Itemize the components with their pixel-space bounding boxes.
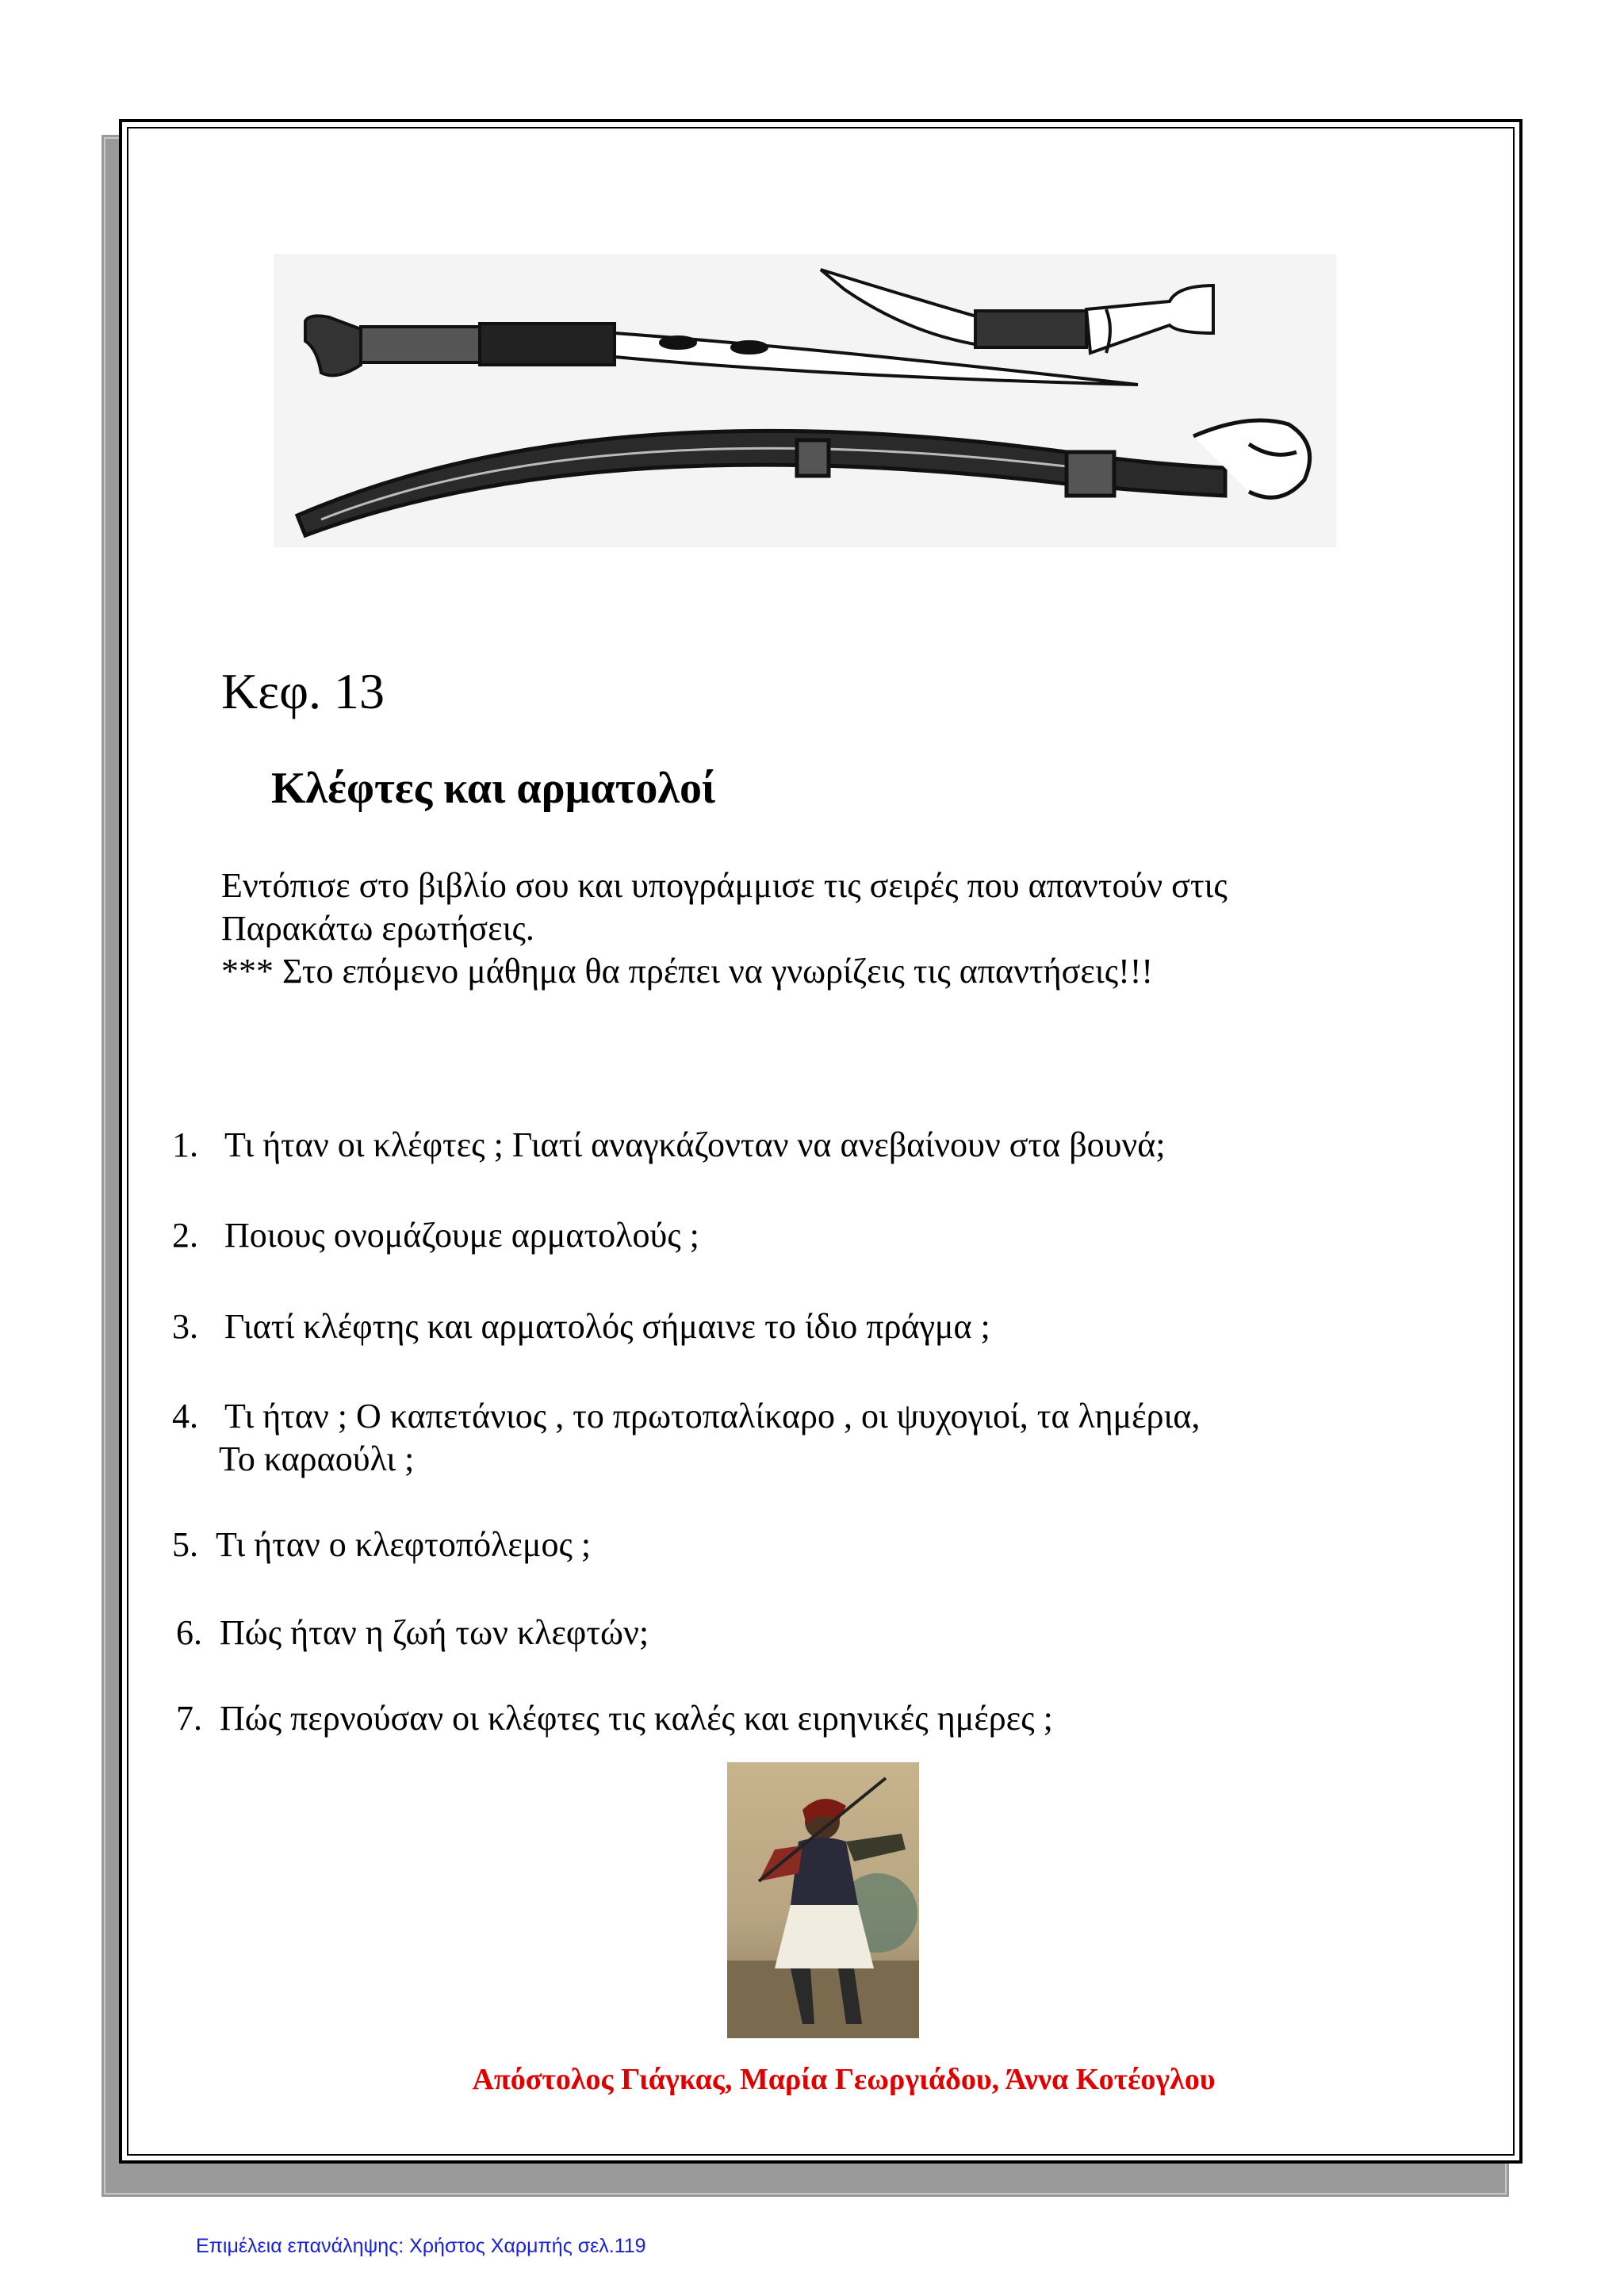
question-text: Γιατί κλέφτης και αρματολός σήμαινε το ίδιο πράγμα ; <box>224 1307 990 1346</box>
question-number: 1. <box>172 1125 198 1164</box>
question-number: 3. <box>172 1307 198 1346</box>
chapter-heading: Κεφ. 13 <box>221 663 385 719</box>
question-number: 7. <box>176 1699 202 1738</box>
instruction-line: *** Στο επόμενο μάθημα θα πρέπει να γνωρίζεις τις απαντήσεις!!! <box>221 952 1154 991</box>
question-continuation: Το καραούλι ; <box>219 1439 415 1478</box>
instruction-line: Παρακάτω ερωτήσεις. <box>221 909 534 948</box>
question-text: Τι ήταν οι κλέφτες ; Γιατί αναγκάζονταν να ανεβαίνουν στα βουνά; <box>224 1125 1166 1164</box>
question-item <box>172 1215 699 1255</box>
question-item <box>176 1698 1053 1738</box>
instruction-line: Εντόπισε στο βιβλίο σου και υπογράμμισε τις σειρές που απαντούν στις <box>221 866 1228 905</box>
question-item <box>176 1612 649 1653</box>
question-number: 5. <box>172 1525 198 1564</box>
question-text: Τι ήταν ο κλεφτοπόλεμος ; <box>216 1525 592 1564</box>
klephtis-portrait <box>727 1762 919 2038</box>
question-number: 4. <box>172 1397 198 1435</box>
page-title: Κλέφτες και αρματολοί <box>271 764 716 813</box>
question-text: Τι ήταν ; Ο καπετάνιος , το πρωτοπαλίκαρο , οι ψυχογιοί, τα λημέρια, <box>224 1397 1201 1435</box>
question-text: Ποιους ονομάζουμε αρματολούς ; <box>224 1216 699 1255</box>
question-text: Πώς περνούσαν οι κλέφτες τις καλές και ειρηνικές ημέρες ; <box>220 1699 1053 1738</box>
question-text: Πώς ήταν η ζωή των κλεφτών; <box>220 1613 649 1652</box>
question-number: 2. <box>172 1216 198 1255</box>
question-number: 6. <box>176 1613 202 1652</box>
question-item <box>172 1524 591 1565</box>
question-item <box>172 1396 1200 1436</box>
question-item <box>172 1306 990 1347</box>
authors-credit: Απόστολος Γιάγκας, Μαρία Γεωργιάδου, Άννα Κοτέογλου <box>472 2063 1216 2096</box>
question-item <box>172 1125 1166 1165</box>
footer-text: Επιμέλεια επανάληψης: Χρήστος Χαρμπής σελ.119 <box>196 2235 646 2257</box>
